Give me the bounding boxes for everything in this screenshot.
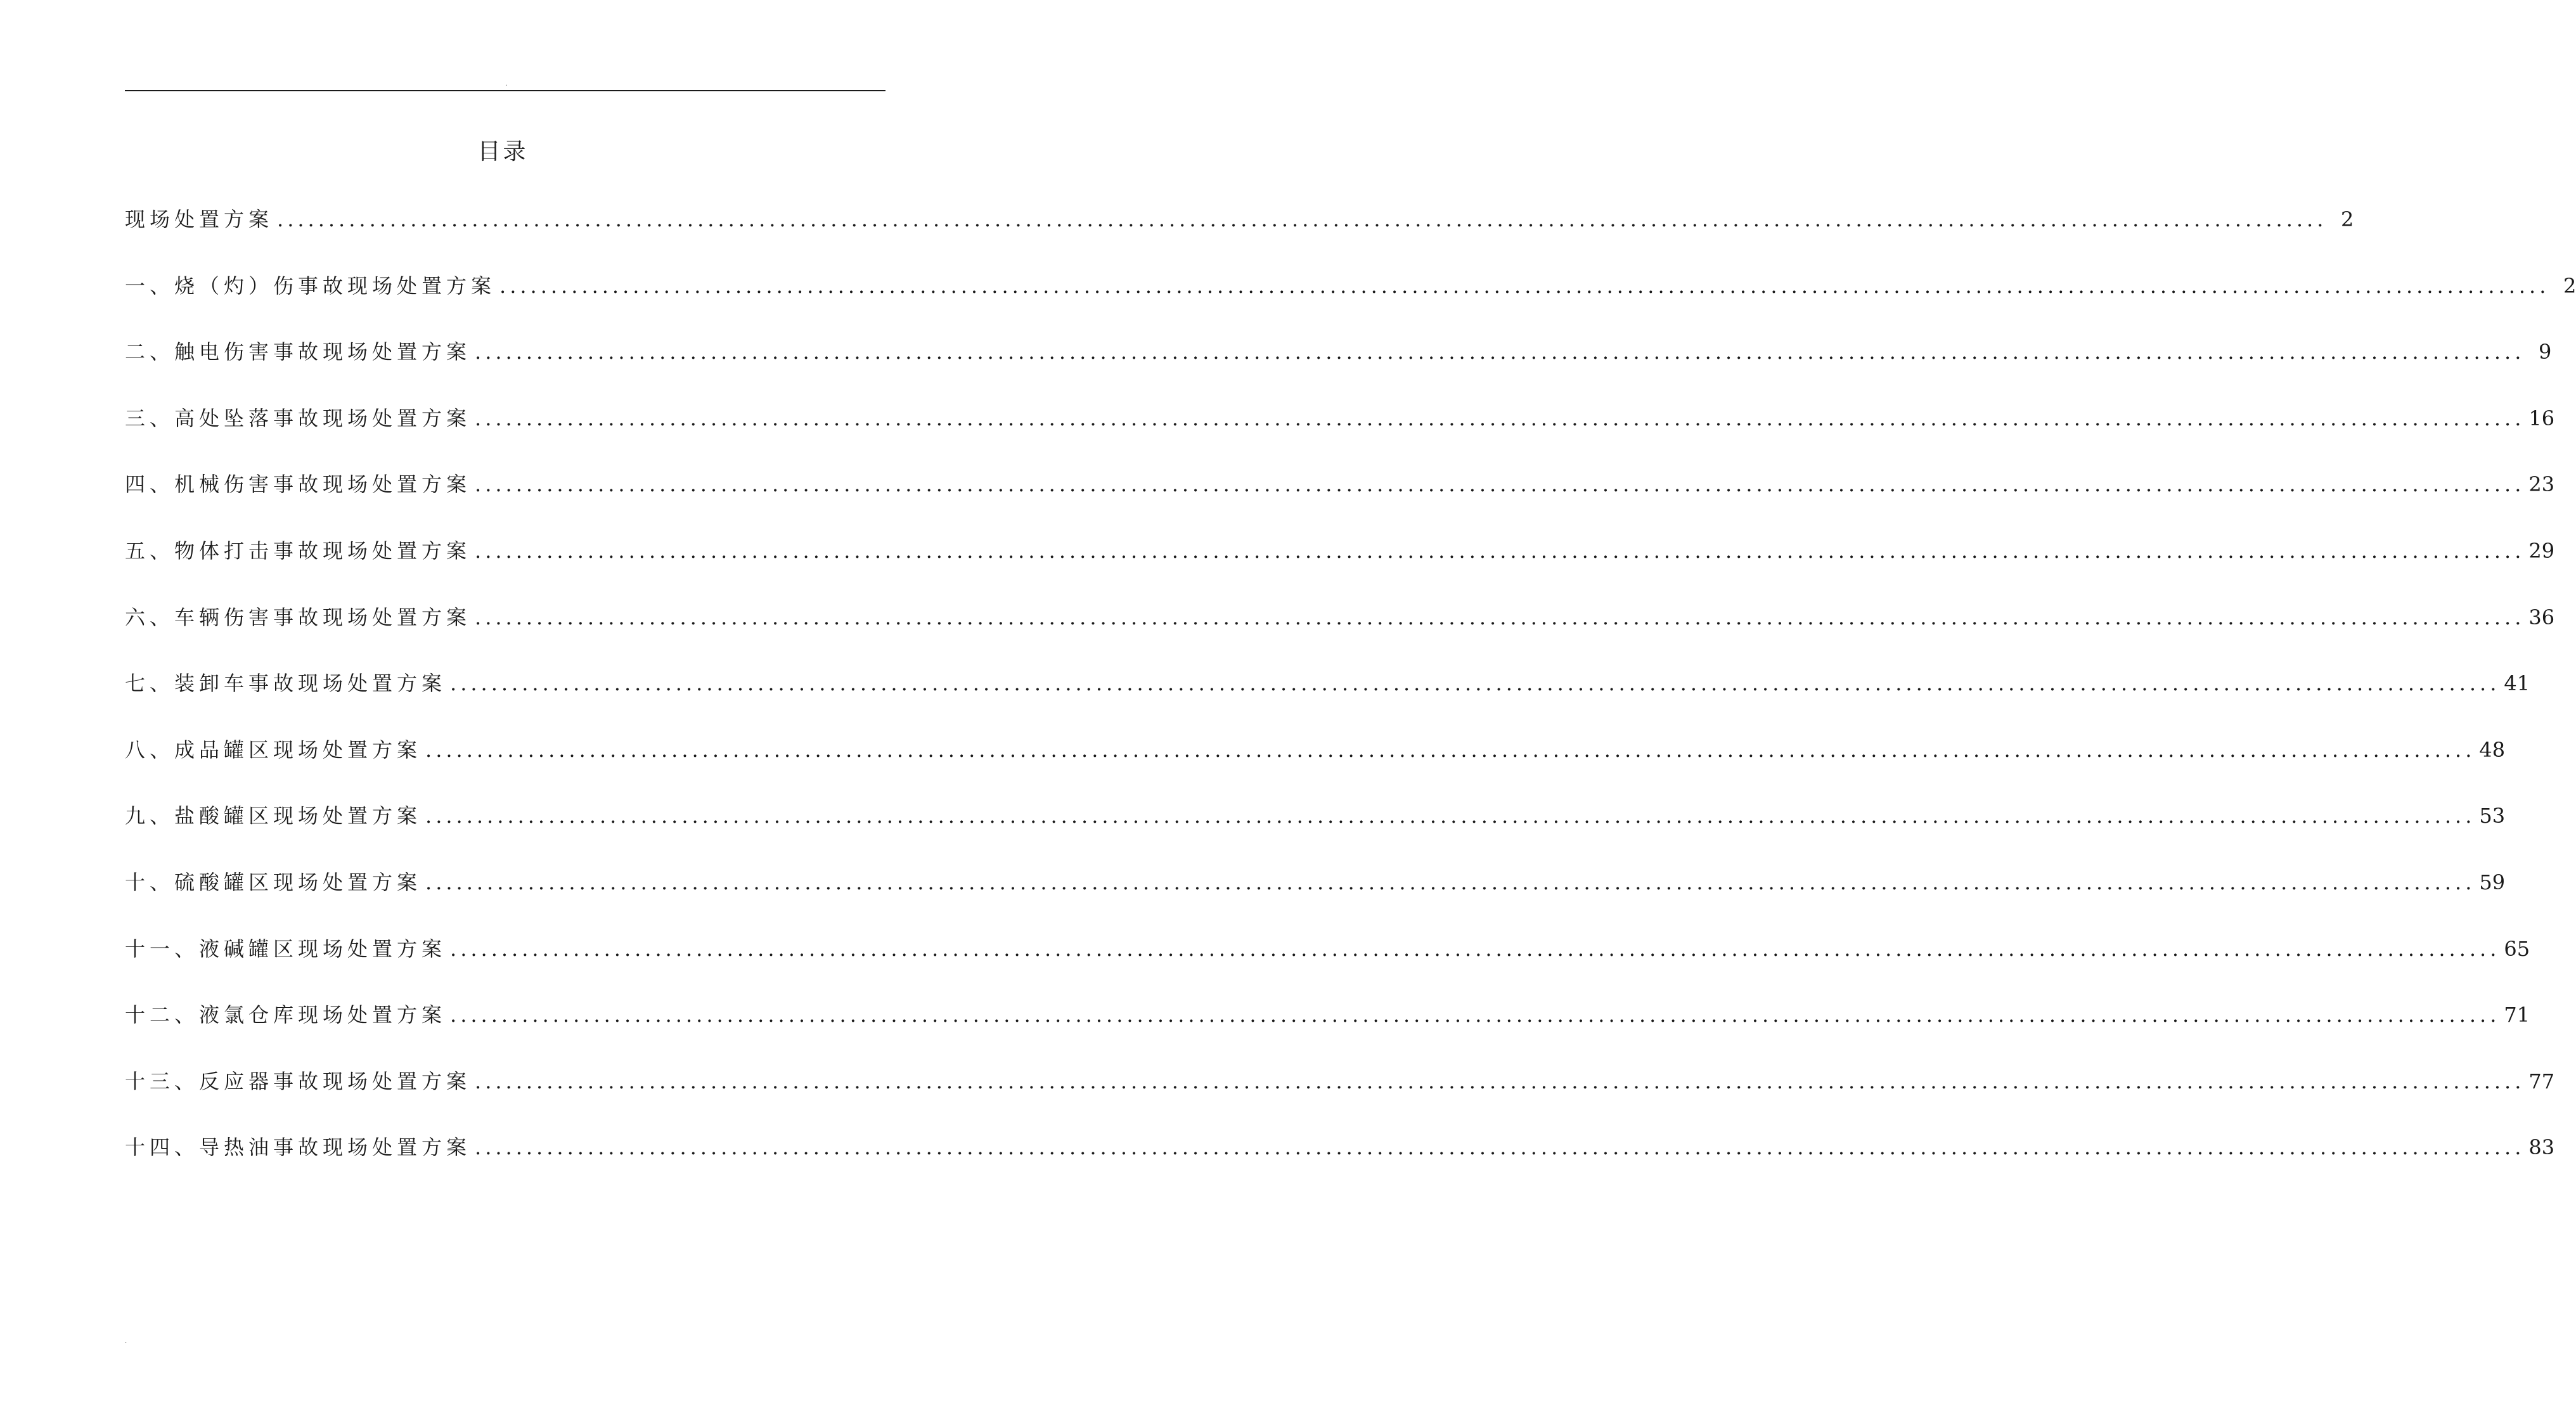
toc-entry-page[interactable]: 53: [2479, 804, 2506, 828]
header-rule: [125, 90, 886, 91]
toc-leader-dots: ........................................................................................................................................................................................................: [475, 538, 2525, 563]
toc-entry-label[interactable]: 五、物体打击事故现场处置方案: [125, 538, 472, 563]
toc-leader-dots: ........................................................................................................................................................................................................: [277, 207, 2328, 231]
toc-leader-dots: ........................................................................................................................................................................................................: [499, 273, 2550, 298]
toc-entry[interactable]: [125, 401, 2555, 467]
toc-leader-dots: ........................................................................................................................................................................................................: [450, 1003, 2501, 1027]
toc-entry-label[interactable]: 十四、导热油事故现场处置方案: [125, 1135, 472, 1160]
toc-entry-page[interactable]: 29: [2528, 538, 2555, 563]
toc-entry[interactable]: [125, 1064, 2555, 1130]
toc-leader-dots: ........................................................................................................................................................................................................: [475, 340, 2525, 364]
toc-entry-page[interactable]: 71: [2504, 1003, 2530, 1027]
toc-entry-label[interactable]: 十二、液氯仓库现场处置方案: [125, 1003, 447, 1027]
toc-entry-label[interactable]: 二、触电伤害事故现场处置方案: [125, 340, 472, 364]
toc-entry-label[interactable]: 一、烧（灼）伤事故现场处置方案: [125, 273, 496, 298]
toc-entry[interactable]: [125, 931, 2530, 998]
toc-entry[interactable]: [125, 268, 2576, 335]
toc-leader-dots: ........................................................................................................................................................................................................: [450, 671, 2501, 696]
toc-entry-page[interactable]: 36: [2528, 605, 2555, 629]
toc-leader-dots: ........................................................................................................................................................................................................: [425, 804, 2476, 828]
toc-entry[interactable]: [125, 798, 2506, 865]
toc-leader-dots: ........................................................................................................................................................................................................: [475, 1135, 2525, 1160]
toc-title: 目录: [477, 139, 529, 165]
toc-entry[interactable]: [125, 202, 2354, 268]
toc-entry-page[interactable]: 16: [2528, 406, 2555, 430]
toc-entry-label[interactable]: 三、高处坠落事故现场处置方案: [125, 406, 472, 430]
toc-entry[interactable]: [125, 865, 2506, 931]
toc-entry-label[interactable]: 四、机械伤害事故现场处置方案: [125, 472, 472, 497]
toc-leader-dots: ........................................................................................................................................................................................................: [475, 406, 2525, 430]
toc-entry-page[interactable]: 65: [2504, 936, 2530, 961]
toc-leader-dots: ........................................................................................................................................................................................................: [475, 605, 2525, 629]
toc-entry-page[interactable]: 41: [2504, 671, 2530, 696]
toc-entry-page[interactable]: 2: [2341, 207, 2354, 231]
toc-entry-label[interactable]: 七、装卸车事故现场处置方案: [125, 671, 447, 696]
toc-entry-page[interactable]: 9: [2539, 340, 2552, 364]
toc-entry-page[interactable]: 23: [2528, 472, 2555, 497]
toc-entry[interactable]: [125, 666, 2530, 732]
toc-entry-label[interactable]: 九、盐酸罐区现场处置方案: [125, 804, 422, 828]
toc-entry[interactable]: [125, 732, 2506, 799]
toc-entry-page[interactable]: 83: [2528, 1135, 2555, 1160]
footer-mark: .: [125, 1338, 127, 1345]
toc-entry-page[interactable]: 48: [2479, 737, 2506, 762]
toc-leader-dots: ........................................................................................................................................................................................................: [425, 737, 2476, 762]
toc-entry-page[interactable]: 77: [2528, 1069, 2555, 1093]
toc-entry[interactable]: [125, 600, 2555, 666]
header-mark: .: [505, 80, 508, 87]
toc-leader-dots: ........................................................................................................................................................................................................: [475, 1069, 2525, 1093]
toc-entry[interactable]: [125, 334, 2552, 401]
toc-entry[interactable]: [125, 467, 2555, 533]
toc-entry-label[interactable]: 十、硫酸罐区现场处置方案: [125, 870, 422, 894]
toc-list: [125, 202, 2576, 1196]
toc-entry-label[interactable]: 现场处置方案: [125, 207, 274, 231]
toc-entry[interactable]: [125, 1130, 2555, 1196]
toc-entry-label[interactable]: 八、成品罐区现场处置方案: [125, 737, 422, 762]
toc-leader-dots: ........................................................................................................................................................................................................: [450, 936, 2501, 961]
toc-entry[interactable]: [125, 997, 2530, 1064]
toc-entry-page[interactable]: 59: [2479, 870, 2506, 894]
toc-entry-label[interactable]: 十三、反应器事故现场处置方案: [125, 1069, 472, 1093]
toc-entry-label[interactable]: 六、车辆伤害事故现场处置方案: [125, 605, 472, 629]
toc-leader-dots: ........................................................................................................................................................................................................: [425, 870, 2476, 894]
toc-entry[interactable]: [125, 533, 2555, 600]
toc-entry-page[interactable]: 2: [2563, 273, 2576, 298]
toc-entry-label[interactable]: 十一、液碱罐区现场处置方案: [125, 936, 447, 961]
toc-leader-dots: ........................................................................................................................................................................................................: [475, 472, 2525, 497]
